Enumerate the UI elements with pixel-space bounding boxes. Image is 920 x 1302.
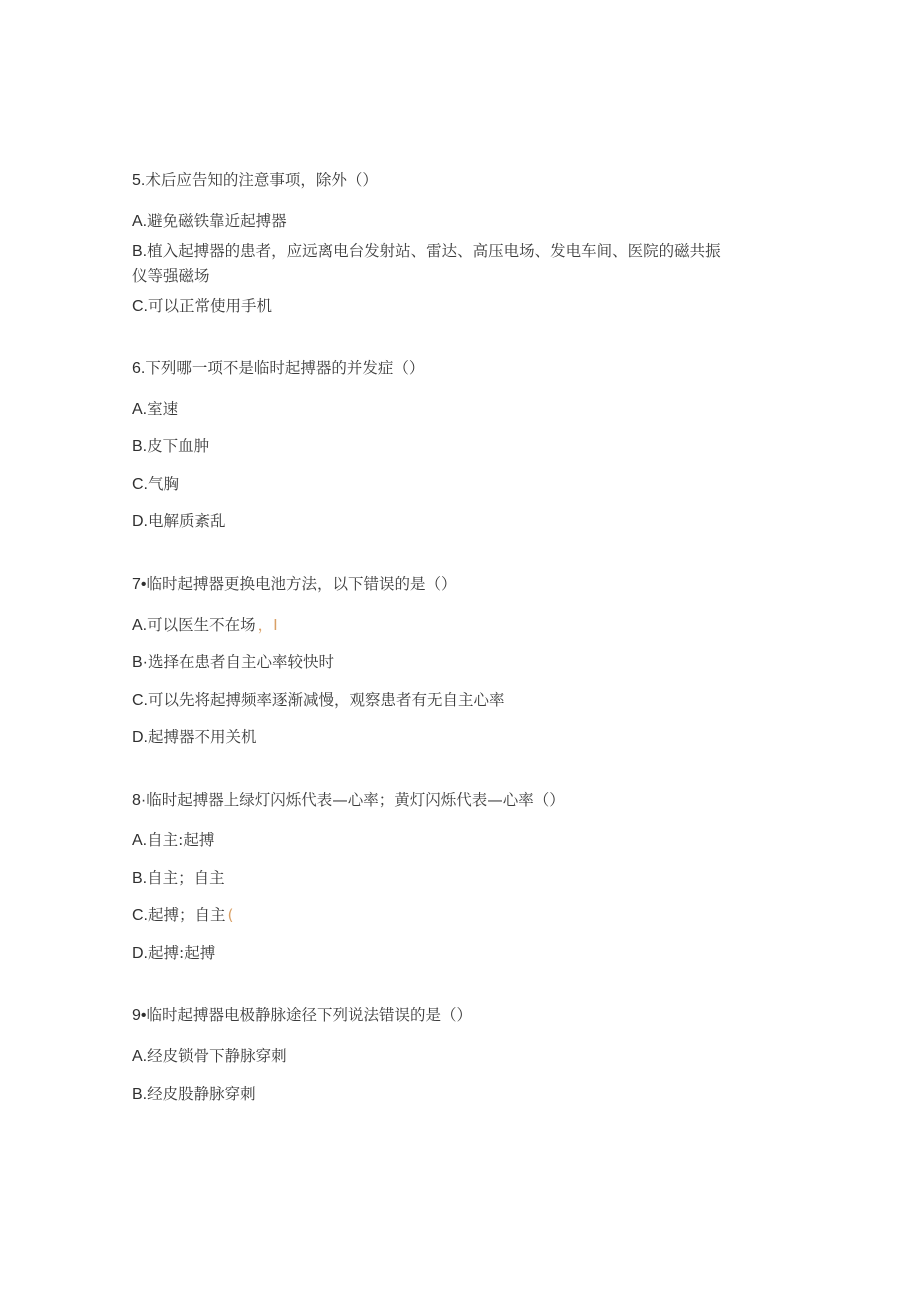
- option-text: 自主:起搏: [147, 831, 215, 849]
- option-letter: A.: [132, 617, 148, 634]
- question-number: 7•: [132, 576, 147, 593]
- question-8-option-b: [132, 866, 792, 891]
- option-text: 气胸: [148, 475, 180, 493]
- question-6-option-a: [132, 397, 792, 422]
- option-text: 起搏；自主: [148, 906, 226, 924]
- question-number: 6.: [132, 360, 146, 377]
- option-letter: B·: [132, 654, 148, 671]
- option-text: 电解质紊乱: [148, 512, 226, 530]
- question-9-stem: [132, 1003, 792, 1028]
- option-letter: D.: [132, 729, 148, 746]
- question-number: 5.: [132, 172, 146, 189]
- option-text: 起搏器不用关机: [148, 728, 257, 746]
- question-text: 下列哪一项不是临时起搏器的并发症（）: [145, 359, 425, 377]
- option-letter: A.: [132, 1048, 148, 1065]
- option-text: 可以医生不在场: [147, 616, 256, 634]
- question-8-option-c: [132, 903, 792, 928]
- option-text: 植入起搏器的患者，应远离电台发射站、雷达、高压电场、发电车间、医院的磁共振: [147, 242, 721, 260]
- question-5-option-b: [132, 239, 792, 264]
- stray-mark: ，I: [257, 616, 278, 634]
- question-number: 8·: [132, 792, 147, 809]
- question-6-option-b: [132, 434, 792, 459]
- question-8-option-a: [132, 828, 792, 853]
- question-8-option-d: [132, 941, 792, 966]
- option-text-continued: 仪等强磁场: [132, 267, 210, 285]
- option-text: 可以先将起搏频率逐渐减慢，观察患者有无自主心率: [148, 691, 505, 709]
- option-letter: D.: [132, 945, 148, 962]
- option-letter: D.: [132, 513, 148, 530]
- question-7-stem: [132, 572, 792, 597]
- option-letter: A.: [132, 401, 148, 418]
- option-text: 室速: [147, 400, 179, 418]
- option-text: 自主；自主: [147, 869, 225, 887]
- option-text: 避免磁铁靠近起搏器: [147, 212, 287, 230]
- option-letter: B.: [132, 870, 148, 887]
- question-5-stem: [132, 168, 792, 193]
- option-text: 选择在患者自主心率较快时: [148, 653, 335, 671]
- option-letter: B.: [132, 1086, 148, 1103]
- question-8-stem: [132, 788, 792, 813]
- stray-mark: (: [227, 906, 234, 924]
- question-6-option-c: [132, 472, 792, 497]
- option-text: 经皮锁骨下静脉穿刺: [147, 1047, 287, 1065]
- question-9-option-a: [132, 1044, 792, 1069]
- option-text: 起搏:起搏: [148, 944, 216, 962]
- option-letter: A.: [132, 832, 148, 849]
- option-text: 经皮股静脉穿刺: [147, 1085, 256, 1103]
- question-6-option-d: [132, 509, 792, 534]
- option-letter: B.: [132, 438, 148, 455]
- question-7-option-b: [132, 650, 792, 675]
- option-letter: A.: [132, 213, 148, 230]
- question-6-stem: [132, 356, 792, 381]
- option-letter: C.: [132, 298, 148, 315]
- question-text: 临时起搏器上绿灯闪烁代表—心率；黄灯闪烁代表—心率（）: [146, 791, 565, 809]
- option-letter: C.: [132, 907, 148, 924]
- question-9-option-b: [132, 1082, 792, 1107]
- option-letter: C.: [132, 692, 148, 709]
- question-7-option-d: [132, 725, 792, 750]
- question-5-option-a: [132, 209, 792, 234]
- question-7-option-c: [132, 688, 792, 713]
- option-letter: C.: [132, 476, 148, 493]
- question-text: 临时起搏器更换电池方法，以下错误的是（）: [146, 575, 457, 593]
- question-5-option-c: [132, 294, 792, 319]
- option-text: 可以正常使用手机: [148, 297, 273, 315]
- option-letter: B.: [132, 243, 148, 260]
- question-text: 术后应告知的注意事项，除外（）: [145, 171, 378, 189]
- question-5-option-b-continued: [132, 264, 792, 288]
- question-7-option-a: [132, 613, 792, 638]
- question-number: 9•: [132, 1007, 147, 1024]
- question-text: 临时起搏器电极静脉途径下列说法错误的是（）: [146, 1006, 473, 1024]
- option-text: 皮下血肿: [147, 437, 210, 455]
